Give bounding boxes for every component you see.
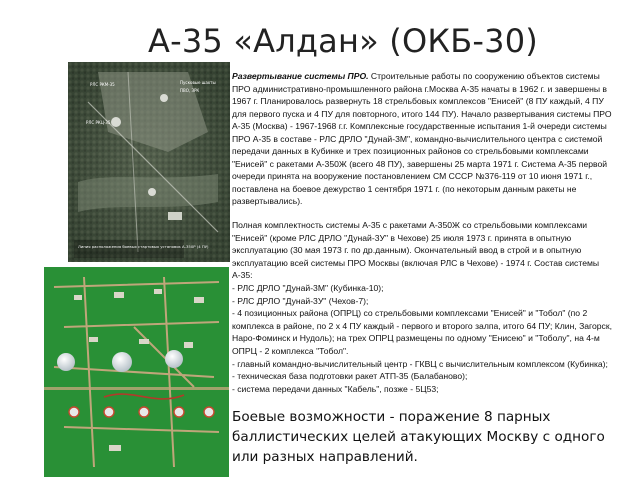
composition-paragraph (232, 219, 620, 395)
photo-top-label-4: ПВО, ЗРК (180, 88, 200, 93)
aerial-photo-forest (68, 62, 230, 262)
photo-top-label-3: Пусковые шахты (180, 80, 216, 85)
deployment-paragraph (232, 70, 618, 208)
composition-item: - РЛС ДРЛО "Дунай-3М" (Кубинка-10); (232, 282, 384, 293)
composition-intro: Полная комплектность системы А-35 с ракетами А-350Ж со стрельбовыми комплексами "Енисей" (кроме РЛС ДРЛО "Дунай-3У" в Чехове) 25 июля 1973 г. принята в опытную эксплуатацию (30 мая 1973 г. по др.данным). Окончательный ввод в строй и в опытную эксплуатацию всей системы ПРО Москвы (включая РЛС в Чехове) - 1974 г. Состав системы А-35: (232, 220, 600, 281)
combat-capabilities-summary: Боевые возможности - поражение 8 парных баллистических целей атакующих Москву с одного или разных направлений. (232, 409, 605, 465)
slide-title: А-35 «Алдан» (ОКБ-30) (148, 22, 538, 60)
deployment-lead: Развертывание системы ПРО. (232, 71, 369, 81)
composition-item: - 4 позиционных района (ОПРЦ) со стрельбовыми комплексами "Енисей" и "Тобол" (по 2 комплекса в районе, по 2 х 4 ПУ каждый - первого и второго залпа, итого 64 ПУ; Клин, Загорск, Наро-Фоминск и Нудоль); на трех ОПРЦ размещены по одному "Енисею" и "Тоболу", на 4-м ОПРЦ - 2 комплекса "Тобол". (232, 308, 613, 356)
composition-item: - техническая база подготовки ракет АТП-35 (Балабаново); (232, 371, 468, 382)
photo-top-label-1: РЛС РКМ-35 (90, 82, 115, 87)
complex-model-photo (44, 267, 229, 477)
photo-top-caption: Линия расположения боевых стартовых установок А-350Р (4 ПУ) (78, 244, 209, 249)
deployment-body: Строительные работы по сооружению объектов системы ПРО административно-промышленного района г.Москва А-35 начаты в 1962 г. и завершены в 1967 г. Планировалось развернуть 18 стрельбовых комплексов "Енисей" (8 ПУ каждый, 4 ПУ для первого пуска и 4 ПУ для повторного, итого 144 ПУ). Начало развертывания системы ПРО А-35 (Москва) - 1967-1968 г.г. Комплексные государственные испытания 1-й очереди системы ПРО А-35 в составе - РЛС ДРЛО "Дунай-3М", командно-вычислительного центра с системой передачи данных в Кубинке и трех позиционных районов со стрельбовыми комплексами "Енисей" с ракетами А-350Ж (всего 48 ПУ), завершены 25 марта 1971 г. Система А-35 первой очереди принята на вооружение постановлением СМ СССР №376-119 от 10 июня 1971 г., поставлена на боевое дежурство 1 сентября 1971 г. (по некоторым данным ракеты не развертывались). (232, 71, 612, 206)
photo-top-label-2: РЛС РКЦ-35 (86, 120, 111, 125)
composition-item: - РЛС ДРЛО "Дунай-3У" (Чехов-7); (232, 295, 369, 306)
composition-item: - система передачи данных "Кабель", позже - 5Ц53; (232, 383, 439, 394)
composition-item: - главный командно-вычислительный центр - ГКВЦ с вычислительным комплексом (Кубинка); (232, 358, 608, 369)
